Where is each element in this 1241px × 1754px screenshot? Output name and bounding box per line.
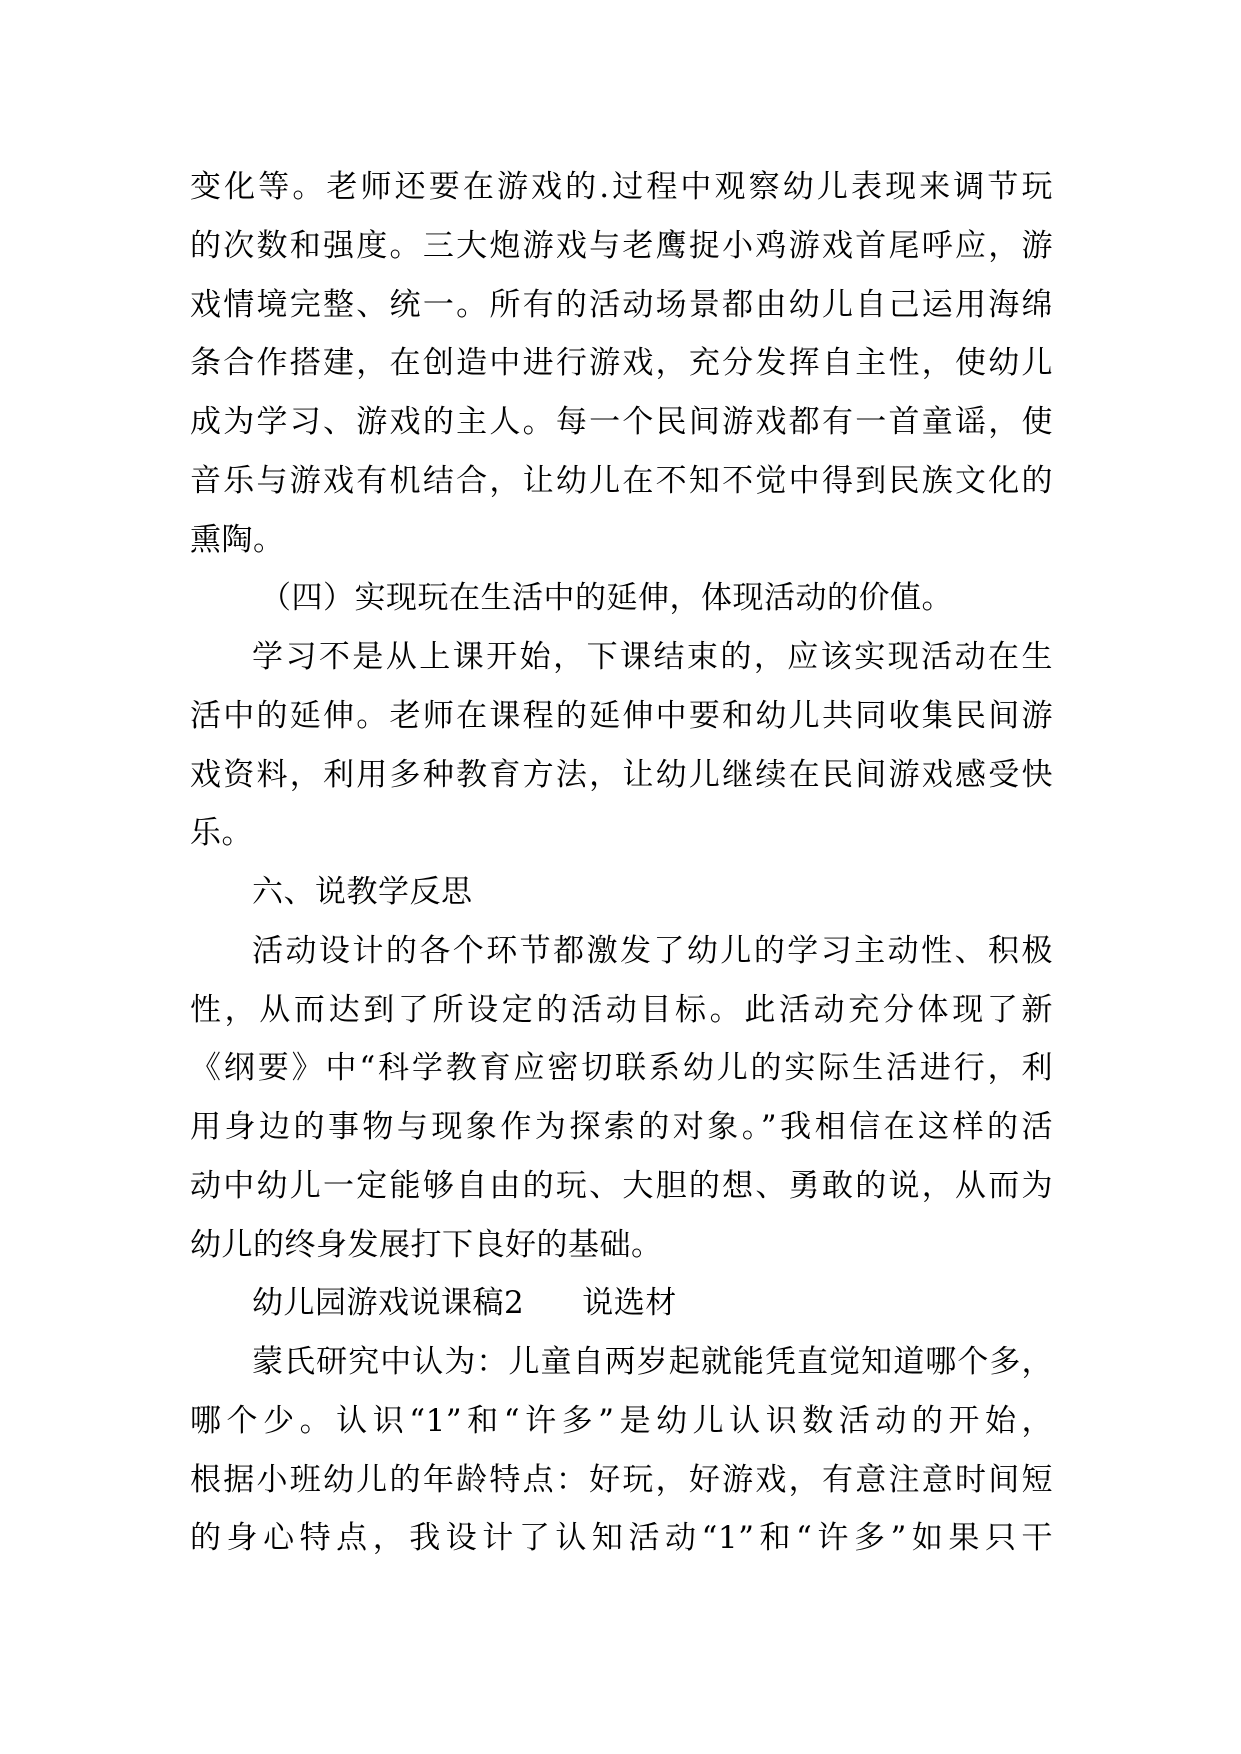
paragraph-line: 《纲要》中“科学教育应密切联系幼儿的实际生活进行，利 xyxy=(190,1050,1053,1087)
paragraph-line: 根据小班幼儿的年龄特点：好玩，好游戏，有意注意时间短 xyxy=(190,1461,1053,1498)
paragraph-line: 变化等。老师还要在游戏的.过程中观察幼儿表现来调节玩 xyxy=(190,169,1053,205)
paragraph-line: 戏资料，利用多种教育方法，让幼儿继续在民间游戏感受快 xyxy=(190,756,1053,793)
document-title-line xyxy=(190,1274,1053,1333)
paragraph-line: 幼儿的终身发展打下良好的基础。 xyxy=(190,1226,663,1263)
paragraph-line: 乐。 xyxy=(190,815,253,852)
paragraph-line: 活动设计的各个环节都激发了幼儿的学习主动性、积极 xyxy=(252,932,1053,969)
paragraph-line: 音乐与游戏有机结合，让幼儿在不知不觉中得到民族文化的 xyxy=(190,462,1053,499)
paragraph-line: 活中的延伸。老师在课程的延伸中要和幼儿共同收集民间游 xyxy=(190,697,1053,734)
paragraph-line: 哪个少。认识“1”和“许多”是幼儿认识数活动的开始， xyxy=(190,1402,1053,1439)
paragraph-line: 的身心特点，我设计了认知活动“1”和“许多”如果只干 xyxy=(190,1520,1053,1557)
section-heading: 六、说教学反思 xyxy=(252,874,473,910)
paragraph-line: 动中幼儿一定能够自由的玩、大胆的想、勇敢的说，从而为 xyxy=(190,1167,1053,1204)
paragraph-line: 成为学习、游戏的主人。每一个民间游戏都有一首童谣，使 xyxy=(190,404,1053,440)
paragraph-line: 的次数和强度。三大炮游戏与老鹰捉小鸡游戏首尾呼应，游 xyxy=(190,227,1053,264)
paragraph-line: 用身边的事物与现象作为探索的对象。”我相信在这样的活 xyxy=(190,1109,1053,1145)
paragraph-line: 学习不是从上课开始，下课结束的，应该实现活动在生 xyxy=(252,639,1053,675)
document-body xyxy=(190,158,1053,1568)
paragraph-line: 戏情境完整、统一。所有的活动场景都由幼儿自己运用海绵 xyxy=(190,286,1053,323)
section-heading: 说选材 xyxy=(582,1285,677,1322)
paragraph-line: 条合作搭建，在创造中进行游戏，充分发挥自主性，使幼儿 xyxy=(190,345,1053,382)
document-title: 幼儿园游戏说课稿2 xyxy=(252,1285,525,1322)
paragraph-line: 熏陶。 xyxy=(190,521,285,558)
section-heading: （四）实现玩在生活中的延伸，体现活动的价值。 xyxy=(260,580,953,617)
paragraph-line: 性，从而达到了所设定的活动目标。此活动充分体现了新 xyxy=(190,991,1053,1028)
paragraph-line: 蒙氏研究中认为：儿童自两岁起就能凭直觉知道哪个多， xyxy=(252,1344,1053,1380)
